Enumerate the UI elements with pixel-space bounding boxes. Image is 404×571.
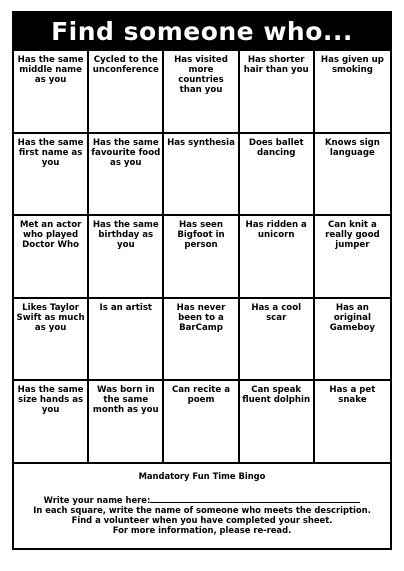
bingo-square[interactable]: Has shorter hair than you [240, 51, 315, 134]
name-prompt-row [14, 494, 390, 505]
instruction-line-3: For more information, please re-read. [112, 525, 292, 535]
footer-heading: Mandatory Fun Time Bingo [138, 471, 266, 481]
bingo-square[interactable]: Knows sign language [315, 134, 390, 217]
bingo-square[interactable]: Has the same middle name as you [14, 51, 89, 134]
bingo-square[interactable]: Has never been to a BarCamp [164, 299, 239, 382]
bingo-square[interactable]: Has a cool scar [240, 299, 315, 382]
bingo-square[interactable]: Has an original Gameboy [315, 299, 390, 382]
bingo-square[interactable]: Has ridden a unicorn [240, 216, 315, 299]
bingo-square[interactable]: Has the same favourite food as you [89, 134, 164, 217]
bingo-square[interactable]: Has seen Bigfoot in person [164, 216, 239, 299]
name-write-line[interactable] [150, 494, 360, 503]
bingo-square[interactable]: Is an artist [89, 299, 164, 382]
bingo-sheet [12, 11, 392, 550]
bingo-square[interactable]: Has the same first name as you [14, 134, 89, 217]
bingo-square[interactable]: Does ballet dancing [240, 134, 315, 217]
instruction-line-1: In each square, write the name of someone who meets the description. [33, 505, 371, 515]
name-prompt-label: Write your name here: [43, 495, 151, 505]
bingo-square[interactable]: Can knit a really good jumper [315, 216, 390, 299]
bingo-square[interactable]: Likes Taylor Swift as much as you [14, 299, 89, 382]
bingo-square[interactable]: Has visited more countries than you [164, 51, 239, 134]
sheet-footer [14, 464, 390, 548]
bingo-square[interactable]: Has given up smoking [315, 51, 390, 134]
bingo-square[interactable]: Met an actor who played Doctor Who [14, 216, 89, 299]
bingo-grid [14, 49, 390, 464]
bingo-square[interactable]: Has the same size hands as you [14, 381, 89, 464]
bingo-square[interactable]: Was born in the same month as you [89, 381, 164, 464]
bingo-square[interactable]: Can speak fluent dolphin [240, 381, 315, 464]
bingo-square[interactable]: Has the same birthday as you [89, 216, 164, 299]
bingo-square[interactable]: Can recite a poem [164, 381, 239, 464]
bingo-square[interactable]: Has synthesia [164, 134, 239, 217]
page-title: Find someone who... [14, 13, 390, 49]
instruction-line-2: Find a volunteer when you have completed your sheet. [71, 515, 333, 525]
bingo-square[interactable]: Cycled to the unconference [89, 51, 164, 134]
bingo-square[interactable]: Has a pet snake [315, 381, 390, 464]
